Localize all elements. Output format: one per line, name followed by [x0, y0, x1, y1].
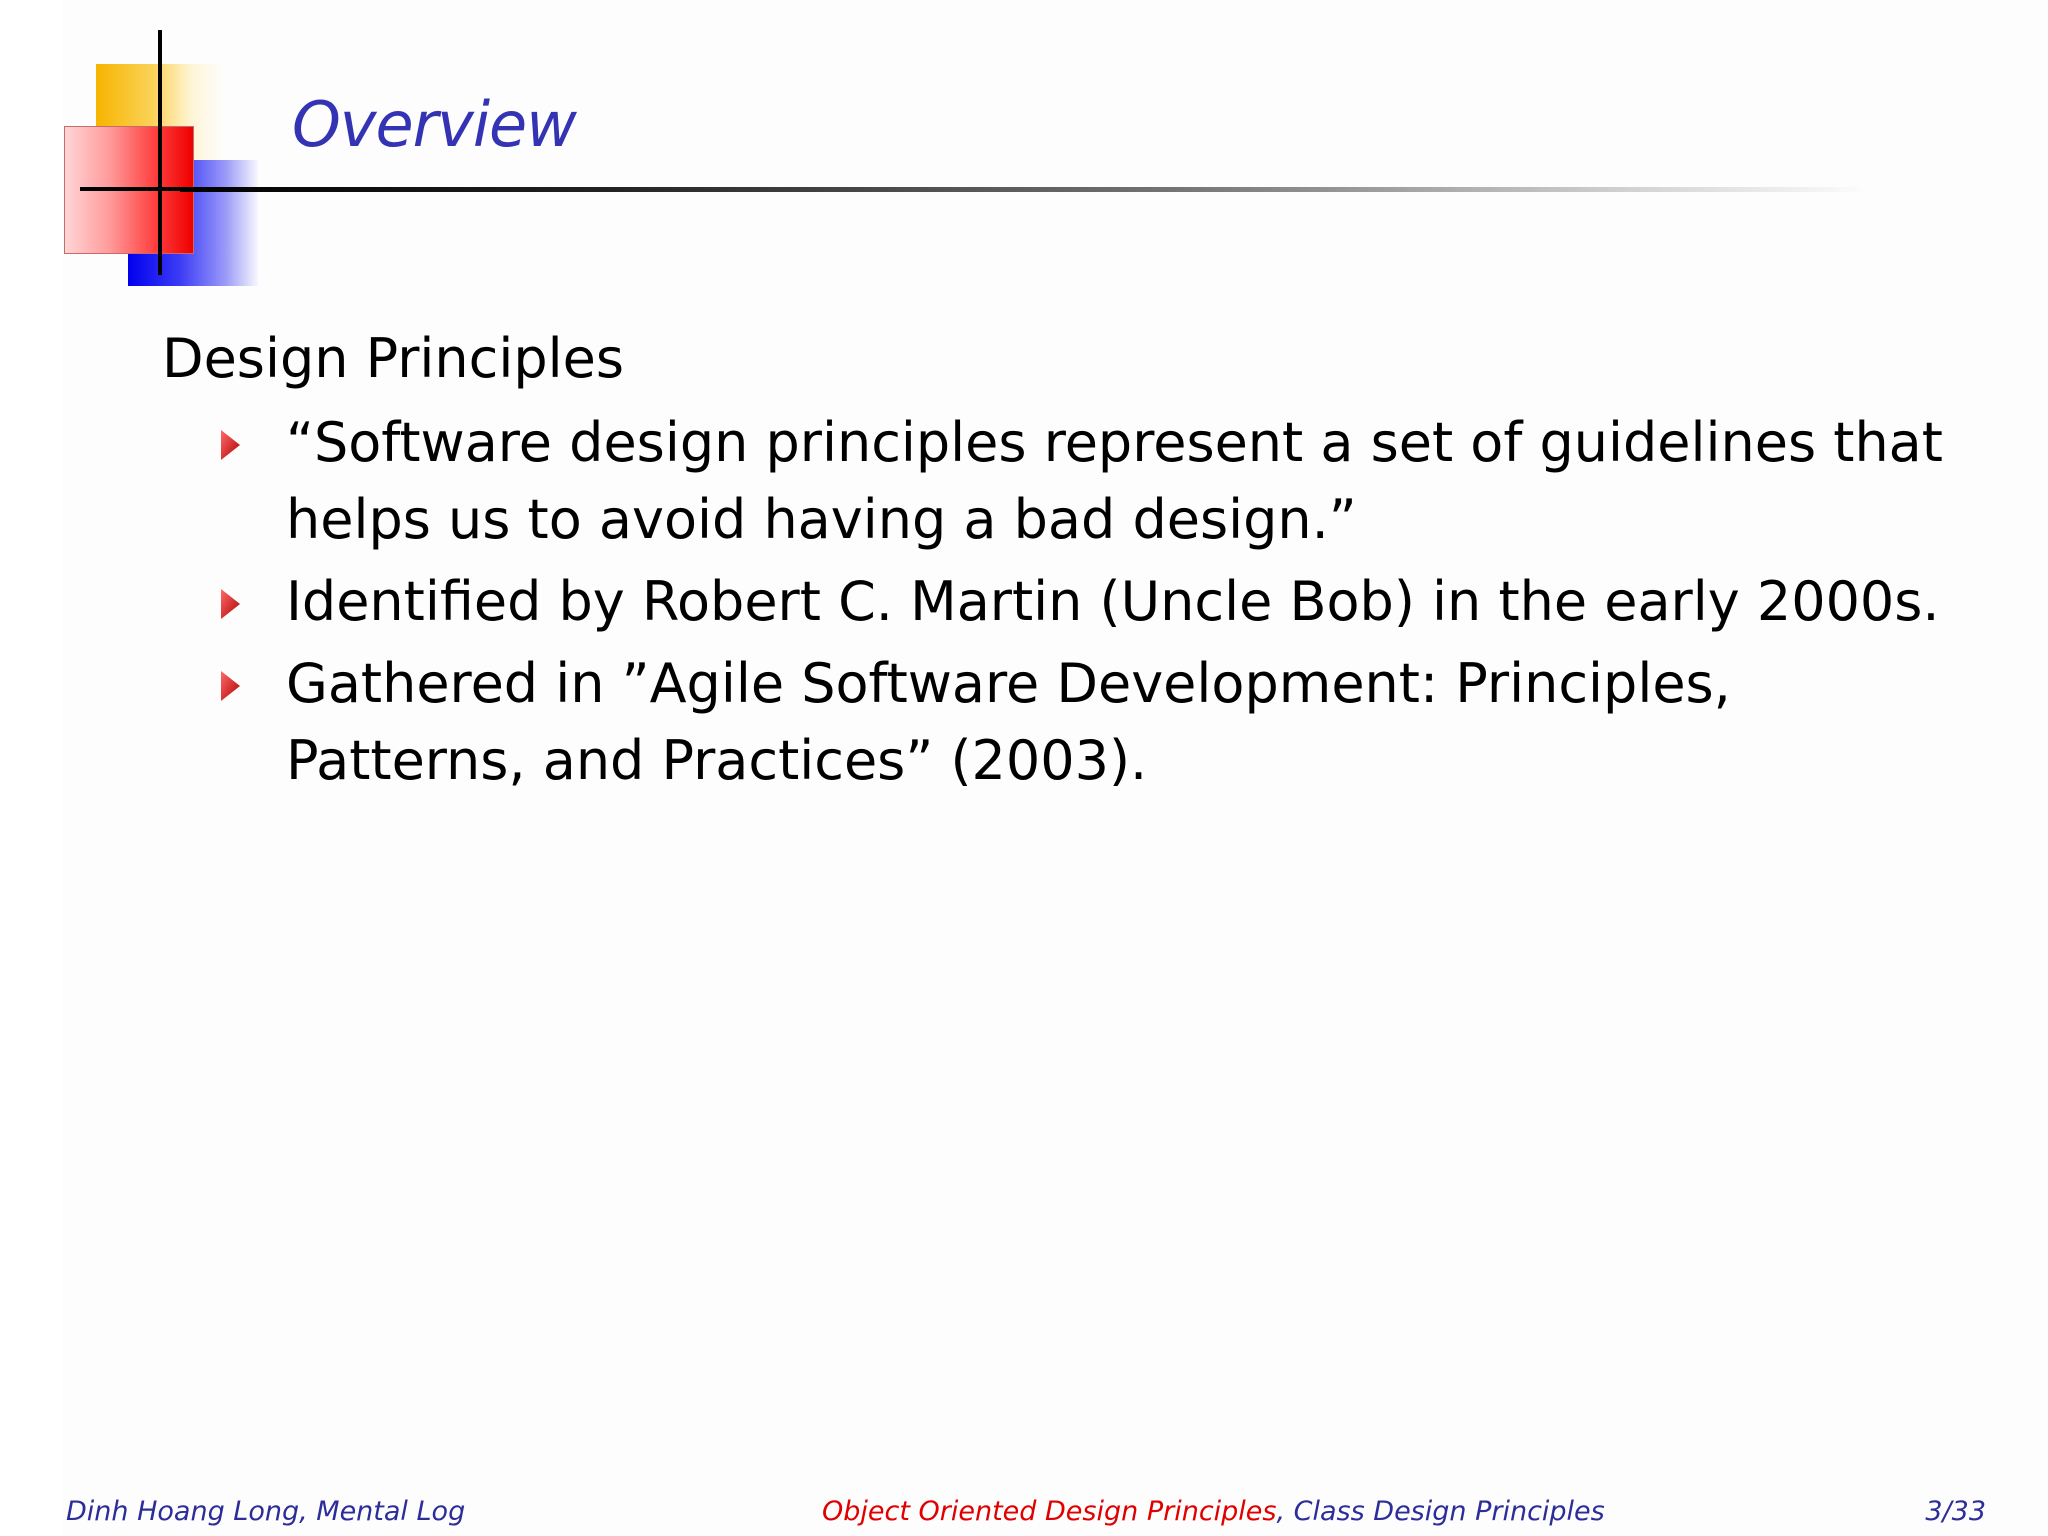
section-heading: Design Principles	[162, 327, 624, 390]
footer-section	[822, 1496, 1605, 1527]
title-underline	[180, 187, 1870, 192]
triangle-bullet-icon	[218, 428, 242, 462]
triangle-bullet-icon	[218, 587, 242, 621]
bullet-text: “Software design principles represent a set of guidelines that helps us to avoid having a bad design.”	[286, 411, 1943, 551]
bullet-item	[162, 563, 1946, 640]
bullet-item	[162, 645, 1946, 799]
logo-vertical-line	[158, 30, 162, 275]
page-number: 3/33	[1925, 1496, 1986, 1527]
footer-section-primary: Object Oriented Design Principles	[822, 1496, 1277, 1527]
footer-author: Dinh Hoang Long, Mental Log	[66, 1496, 466, 1527]
bullet-item	[162, 404, 1946, 558]
footer-separator: ,	[1276, 1496, 1294, 1527]
slide-content	[162, 322, 1943, 804]
bullet-text: Gathered in ”Agile Software Development: Principles, Patterns, and Practices” (2003).	[286, 652, 1731, 792]
bullet-text: Identified by Robert C. Martin (Uncle Bob) in the early 2000s.	[286, 570, 1940, 633]
footer-section-secondary: Class Design Principles	[1293, 1496, 1605, 1527]
slide-title: Overview	[292, 88, 576, 161]
triangle-bullet-icon	[218, 669, 242, 703]
bullet-list	[162, 404, 1943, 799]
crossed-squares-logo	[62, 30, 262, 275]
